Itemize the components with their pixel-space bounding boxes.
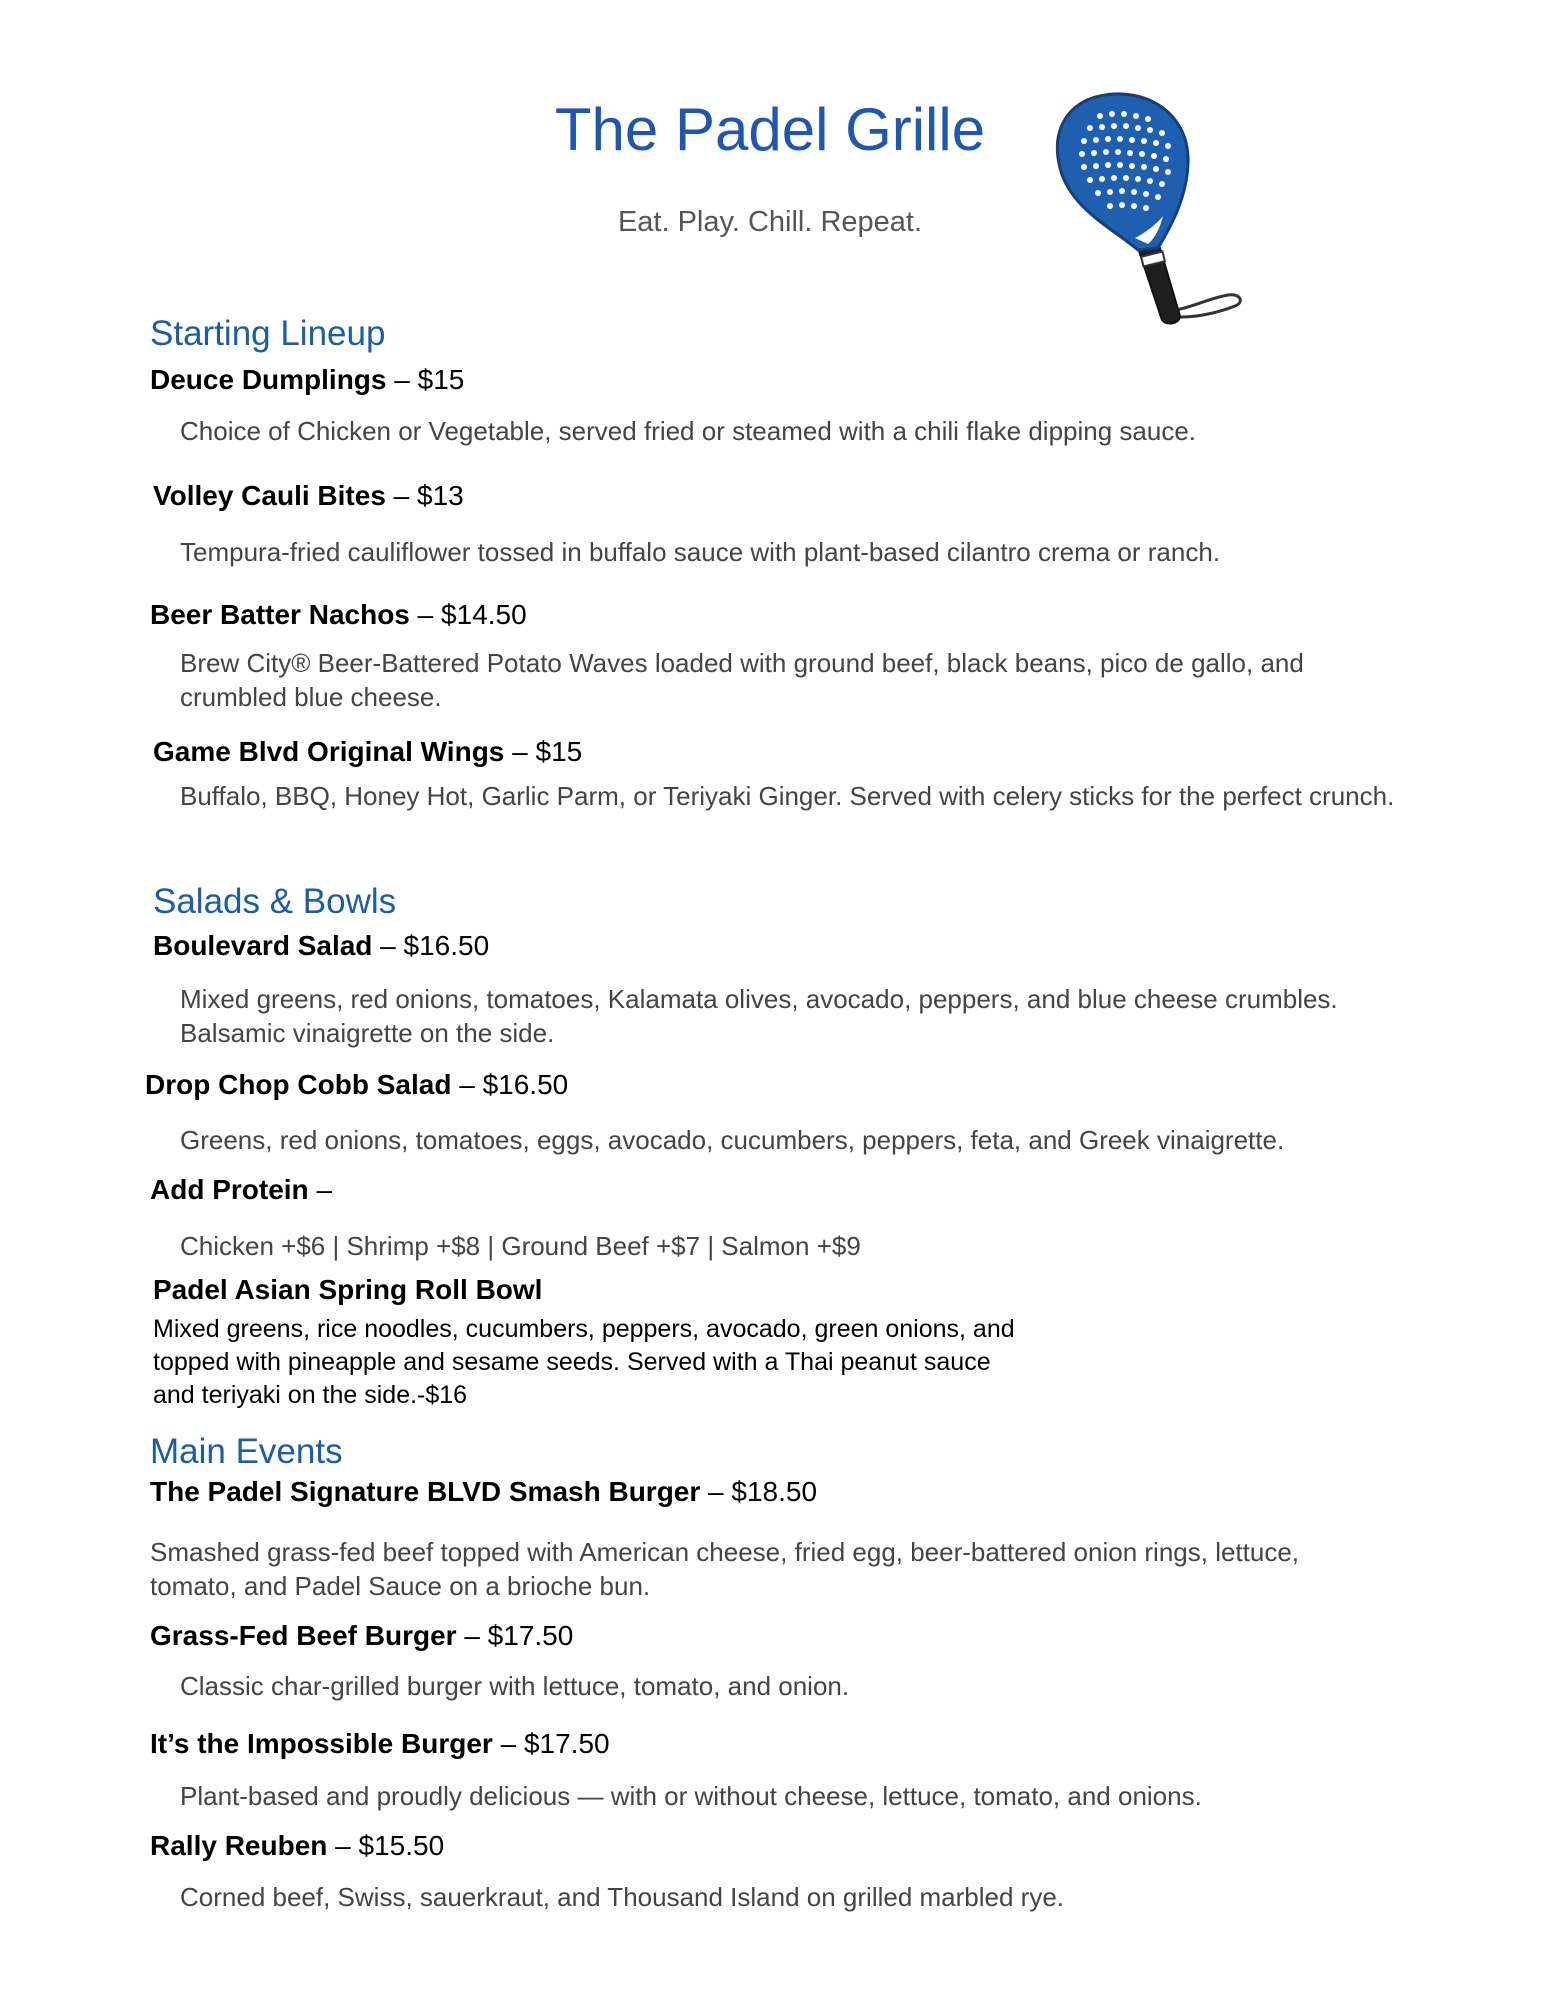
menu-item-deuce-dumplings: Deuce Dumplings – $15 xyxy=(150,364,465,395)
menu-item-grass-fed-burger: Grass-Fed Beef Burger – $17.50 xyxy=(150,1620,574,1651)
item-description: Plant-based and proudly delicious — with or without cheese, lettuce, tomato, and onions. xyxy=(180,1781,1202,1811)
section-title-main-events: Main Events xyxy=(150,1432,343,1471)
menu-item-game-blvd-wings: Game Blvd Original Wings – $15 xyxy=(153,736,583,767)
menu-item-rally-reuben: Rally Reuben – $15.50 xyxy=(150,1830,445,1861)
item-description: Greens, red onions, tomatoes, eggs, avocado, cucumbers, peppers, feta, and Greek vinaigrette. xyxy=(180,1125,1285,1155)
item-description: Mixed greens, rice noodles, cucumbers, peppers, avocado, green onions, and topped with pineapple and sesame seeds. Served with a Thai peanut sauce and teriyaki on the side.-$16 xyxy=(153,1315,1015,1409)
item-description: Brew City® Beer-Battered Potato Waves loaded with ground beef, black beans, pico de gallo, and crumbled blue cheese. xyxy=(180,648,1304,712)
item-description: Buffalo, BBQ, Honey Hot, Garlic Parm, or Teriyaki Ginger. Served with celery sticks for the perfect crunch. xyxy=(180,781,1395,811)
padel-paddle-icon xyxy=(1030,88,1250,338)
item-description: Corned beef, Swiss, sauerkraut, and Thousand Island on grilled marbled rye. xyxy=(180,1882,1065,1912)
section-title-salads-bowls: Salads & Bowls xyxy=(153,882,397,921)
item-description: Classic char-grilled burger with lettuce, tomato, and onion. xyxy=(180,1671,850,1701)
section-title-starting-lineup: Starting Lineup xyxy=(150,314,386,353)
item-description: Choice of Chicken or Vegetable, served fried or steamed with a chili flake dipping sauce. xyxy=(180,416,1197,446)
item-description: Chicken +$6 | Shrimp +$8 | Ground Beef +$7 | Salmon +$9 xyxy=(180,1231,861,1261)
menu-item-add-protein: Add Protein – xyxy=(150,1174,333,1205)
menu-item-smash-burger: The Padel Signature BLVD Smash Burger – $18.50 xyxy=(150,1476,818,1507)
menu-item-impossible-burger: It’s the Impossible Burger – $17.50 xyxy=(150,1728,610,1759)
tagline: Eat. Play. Chill. Repeat. xyxy=(617,206,923,238)
item-description: Tempura-fried cauliflower tossed in buffalo sauce with plant-based cilantro crema or ranch. xyxy=(180,537,1221,567)
menu-item-spring-roll-bowl: Padel Asian Spring Roll Bowl xyxy=(153,1274,543,1305)
menu-item-beer-batter-nachos: Beer Batter Nachos – $14.50 xyxy=(150,599,527,630)
menu-item-volley-cauli-bites: Volley Cauli Bites – $13 xyxy=(153,480,464,511)
menu-item-drop-chop-cobb: Drop Chop Cobb Salad – $16.50 xyxy=(145,1069,569,1100)
page-title: The Padel Grille xyxy=(554,96,986,163)
item-description: Mixed greens, red onions, tomatoes, Kalamata olives, avocado, peppers, and blue cheese crumbles. Balsamic vinaigrette on the side. xyxy=(180,984,1338,1048)
item-description: Smashed grass-fed beef topped with American cheese, fried egg, beer-battered onion rings, lettuce, tomato, and Padel Sauce on a brioche bun. xyxy=(150,1537,1300,1601)
menu-item-boulevard-salad: Boulevard Salad – $16.50 xyxy=(153,930,490,961)
